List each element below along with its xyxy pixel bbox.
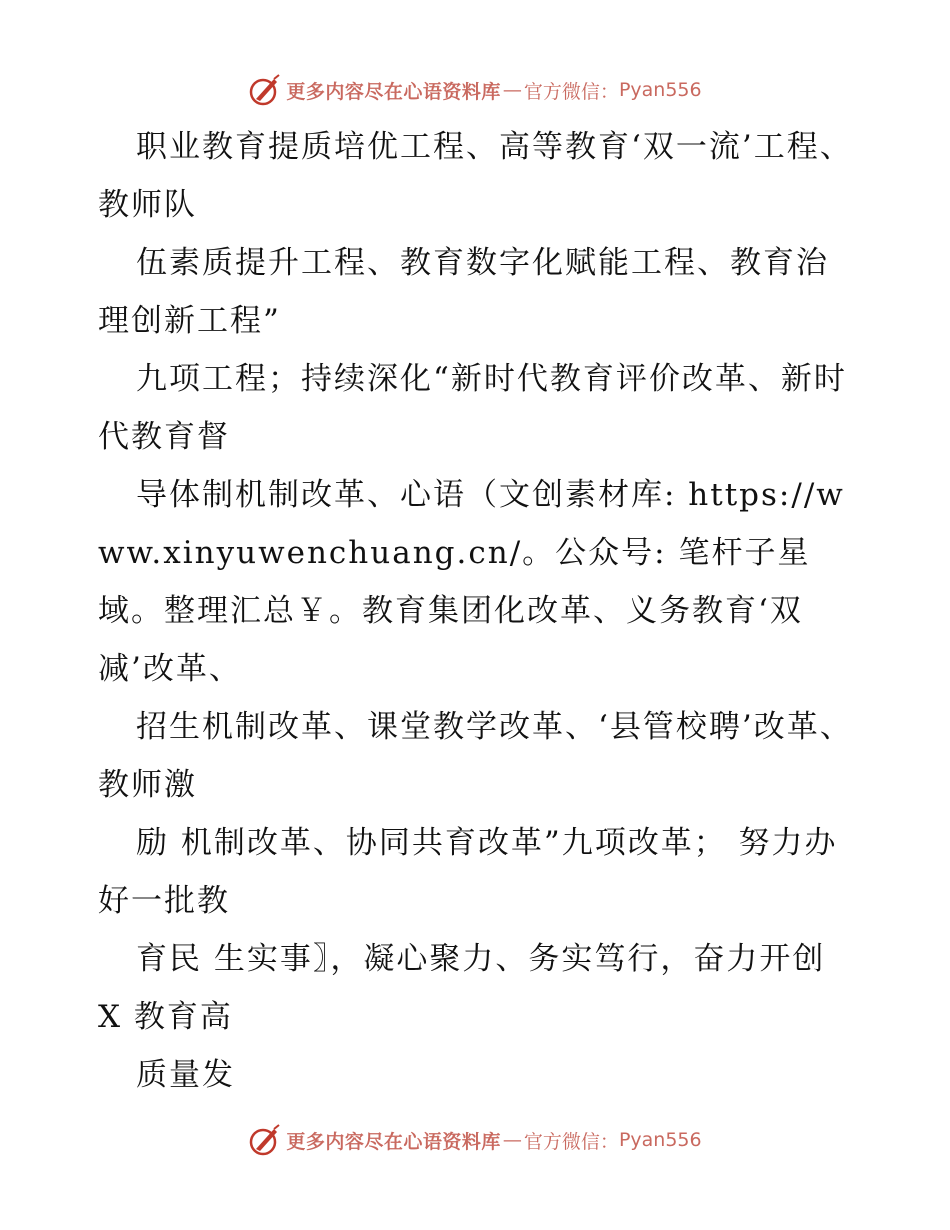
- watermark-contact: 官方微信：: [523, 80, 619, 103]
- paragraph: 职业教育提质培优工程、高等教育‘双一流’工程、教师队: [98, 129, 853, 223]
- watermark-wechat-id: Pyan556: [618, 1129, 702, 1151]
- paragraph: 育民 生实事〗，凝心聚力、务实笃行，奋力开创 X 教育高: [98, 941, 826, 1035]
- quill-logo-icon: [248, 73, 282, 107]
- watermark-dash: —: [502, 1129, 522, 1151]
- footer-watermark: [0, 1120, 950, 1160]
- watermark-dash: —: [502, 79, 522, 101]
- watermark-contact: 官方微信：: [523, 1130, 619, 1153]
- header-watermark: [0, 70, 950, 110]
- watermark-label: 更多内容尽在心语资料库: [286, 1130, 501, 1153]
- watermark-label: 更多内容尽在心语资料库: [286, 80, 501, 103]
- watermark-wechat-id: Pyan556: [618, 79, 702, 101]
- paragraph: 励 机制改革、协同共育改革”九项改革； 努力办好一批教: [98, 825, 838, 919]
- paragraph: 导体制机制改革、心语（文创素材库: https://www.xinyuwenchuang.cn/。公众号: 笔杆子星域。整理汇总￥。教育集团化改革、义务教育‘双减’改革、: [98, 477, 845, 687]
- paragraph: 质量发: [136, 1057, 235, 1093]
- paragraph: 九项工程；持续深化“新时代教育评价改革、新时代教育督: [98, 361, 847, 455]
- paragraph: 招生机制改革、课堂教学改革、‘县管校聘’改革、教师激: [98, 709, 853, 803]
- quill-logo-icon: [248, 1123, 282, 1157]
- document-body: [98, 118, 858, 1104]
- paragraph: 伍素质提升工程、教育数字化赋能工程、教育治理创新工程”: [98, 245, 829, 339]
